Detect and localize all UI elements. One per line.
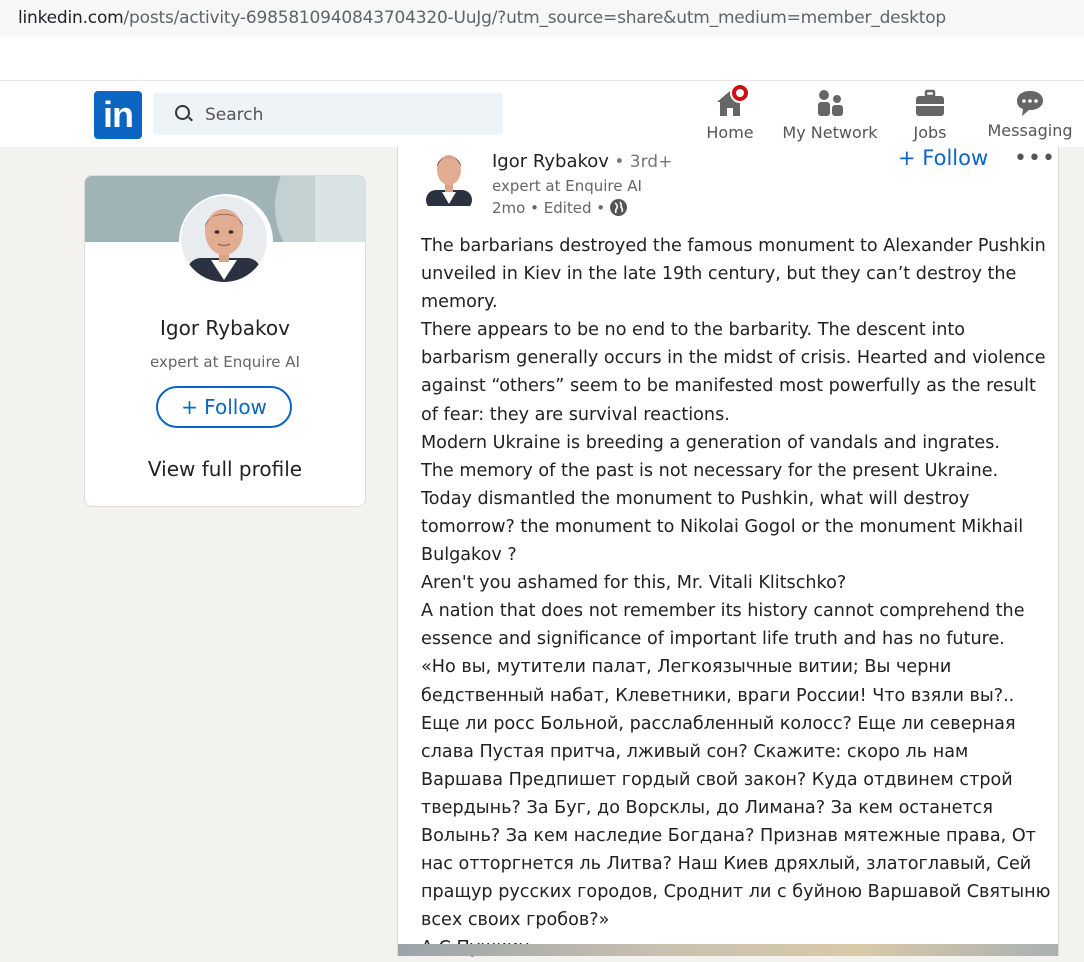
network-icon: [814, 88, 846, 118]
nav-home-label: Home: [706, 123, 754, 142]
site-header: [0, 80, 1084, 147]
nav-home[interactable]: [700, 81, 760, 147]
post-image[interactable]: [398, 944, 1058, 956]
url-text[interactable]: [18, 8, 946, 28]
nav-my-network-label: My Network: [782, 123, 878, 142]
messaging-icon: [1014, 88, 1046, 118]
post-follow-button[interactable]: + Follow: [898, 146, 989, 170]
post-paragraph: «Но вы, мутители палат, Легкоязычные витии; Вы черни бедственный набат, Клеветники, враги России! Что взяли вы?.. Еще ли росс Больной, расслабленный колосс? Еще ли северная слава Пустая притча, лживый сон? Скажите: скоро ль нам Варшава Предпишет гордый свой закон? Куда отдвинем строй твердынь? За Буг, до Ворсклы, до Лимана? За кем останется Волынь? За кем наследие Богдана? Признав мятежные права, От нас отторгнется ль Литва? Наш Киев дряхлый, златоглавый, Сей пращур русских городов, Сроднит ли с буйною Варшавой Святыню всех своих гробов?»: [421, 657, 1051, 931]
search-icon: [175, 105, 190, 120]
profile-headline: expert at Enquire AI: [150, 353, 300, 371]
url-host: linkedin.com: [18, 8, 124, 28]
post-paragraph: Modern Ukraine is breeding a generation of vandals and ingrates.: [421, 432, 1000, 453]
post-author-name[interactable]: Igor Rybakov • 3rd+: [492, 151, 673, 172]
profile-name[interactable]: Igor Rybakov: [160, 316, 290, 340]
briefcase-icon: [914, 88, 946, 118]
connection-degree: • 3rd+: [608, 152, 673, 172]
post-author-headline: expert at Enquire AI: [492, 177, 642, 195]
follow-button[interactable]: + Follow: [156, 386, 292, 428]
view-full-profile-link[interactable]: View full profile: [147, 457, 303, 481]
nav-messaging-label: Messaging: [987, 121, 1073, 140]
search-input[interactable]: [203, 103, 487, 127]
post-meta: 2mo • Edited •: [492, 199, 627, 217]
avatar-photo: [181, 196, 267, 282]
search-box[interactable]: [153, 93, 503, 135]
post-paragraph: The barbarians destroyed the famous monument to Alexander Pushkin unveiled in Kiev in the late 19th century, but they can’t destroy the memory.: [421, 236, 1046, 313]
nav-jobs[interactable]: [900, 81, 960, 147]
profile-card: [84, 175, 366, 507]
avatar[interactable]: [179, 194, 273, 288]
browser-url-bar[interactable]: [0, 0, 1084, 36]
url-path: /posts/activity-6985810940843704320-UuJg/?utm_source=share&utm_medium=member_desktop: [123, 8, 946, 28]
nav-jobs-label: Jobs: [913, 123, 947, 142]
browser-spacer: [0, 36, 1084, 80]
more-options-icon[interactable]: •••: [1014, 146, 1056, 171]
post-paragraph: There appears to be no end to the barbarity. The descent into barbarism generally occurs in the midst of crisis. Hearted and violence against “others” seem to be manifested most powerfully as the result of fear: they are survival reactions.: [421, 320, 1046, 425]
post-body: [421, 232, 1051, 962]
nav-messaging[interactable]: [984, 81, 1076, 147]
post-author-avatar[interactable]: [424, 146, 474, 206]
post-paragraph: The memory of the past is not necessary for the present Ukraine. Today dismantled the monument to Pushkin, what will destroy tomorrow? the monument to Nikolai Gogol or the monument Mikhail Bulgakov ?: [421, 460, 1024, 566]
linkedin-logo[interactable]: [94, 91, 142, 139]
post-paragraph: Aren't you ashamed for this, Mr. Vitali Klitschko?: [421, 573, 847, 594]
post-paragraph: A nation that does not remember its history cannot comprehend the essence and significance of important life truth and has no future.: [421, 601, 1025, 650]
post-card: [397, 146, 1059, 956]
notification-badge: [730, 83, 750, 103]
nav-my-network[interactable]: [780, 81, 880, 147]
globe-icon: [610, 199, 627, 216]
logo-text: in: [103, 94, 133, 135]
